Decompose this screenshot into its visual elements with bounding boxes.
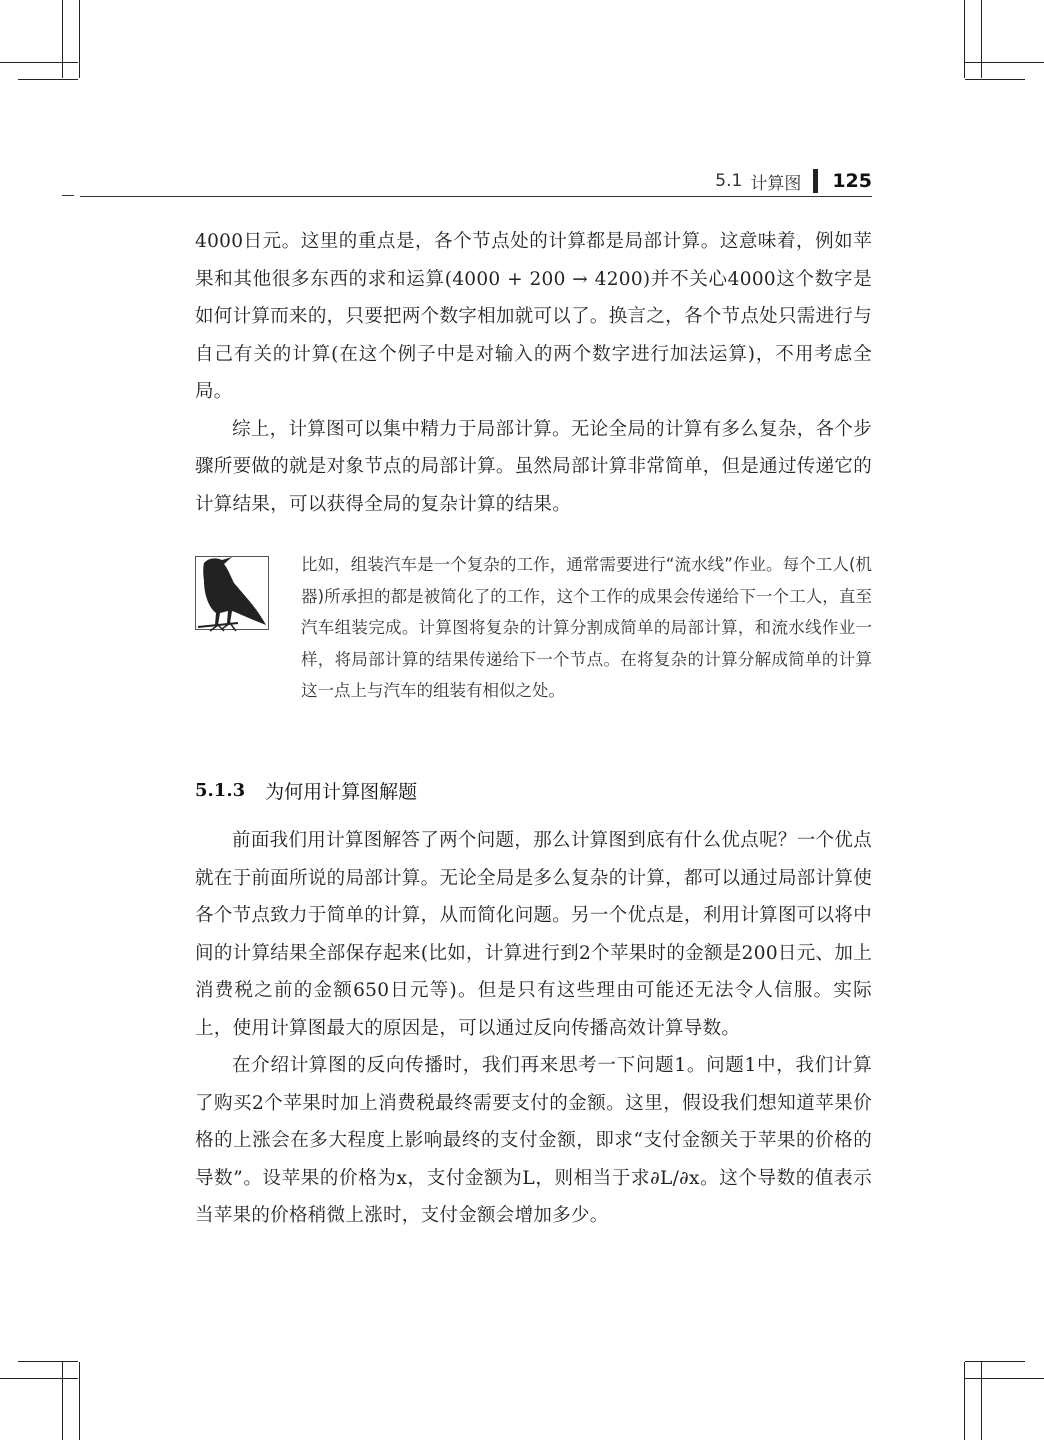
- running-head-section-title: 计算图: [750, 173, 802, 194]
- crop-mark: [18, 79, 78, 80]
- crop-mark: [965, 62, 1044, 63]
- crop-mark: [18, 1361, 78, 1362]
- paragraph: 4000日元。这里的重点是，各个节点处的计算都是局部计算。这意味着，例如苹果和其他很多东西的求和运算(4000 + 200 → 4200)并不关心4000这个数字是如何计算而来的，只要把两个数字相加就可以了。换言之，各个节点处只需进行与自己有关的计算(在这个例子中是对输入的两个数字进行加法运算)，不用考虑全局。: [195, 231, 872, 402]
- paragraph: 综上，计算图可以集中精力于局部计算。无论全局的计算有多么复杂，各个步骤所要做的就是对象节点的局部计算。虽然局部计算非常简单，但是通过传递它的计算结果，可以获得全局的复杂计算的结果。: [195, 418, 872, 515]
- body-text-top: [195, 223, 872, 523]
- section-number: 5.1.3: [195, 779, 246, 801]
- note-text: 比如，组装汽车是一个复杂的工作，通常需要进行“流水线”作业。每个工人(机器)所承担的都是被简化了的工作，这个工作的成果会传递给下一个工人，直至汽车组装完成。计算图将复杂的计算分割成简单的局部计算，和流水线作业一样，将局部计算的结果传递给下一个节点。在将复杂的计算分解成简单的计算这一点上与汽车的组装有相似之处。: [301, 555, 872, 700]
- header-rule-tick: [62, 195, 74, 196]
- note-box: [195, 549, 872, 749]
- crop-mark: [964, 1362, 965, 1440]
- running-head-bar: [813, 169, 818, 193]
- crop-mark: [62, 0, 63, 78]
- running-head-section-number: 5.1: [715, 171, 743, 191]
- body-text-bottom: [195, 822, 872, 1235]
- bird-icon: [195, 556, 269, 630]
- crop-mark: [981, 1362, 982, 1440]
- crop-mark: [965, 1378, 1044, 1379]
- crop-mark: [0, 1378, 78, 1379]
- crop-mark: [965, 79, 1025, 80]
- running-head-text: [715, 168, 872, 194]
- running-head: [80, 166, 872, 197]
- crop-mark: [981, 0, 982, 78]
- paragraph: 前面我们用计算图解答了两个问题，那么计算图到底有什么优点呢？一个优点就在于前面所说的局部计算。无论全局是多么复杂的计算，都可以通过局部计算使各个节点致力于简单的计算，从而简化问题。另一个优点是，利用计算图可以将中间的计算结果全部保存起来(比如，计算进行到2个苹果时的金额是200日元、加上消费税之前的金额650日元等)。但是只有这些理由可能还无法令人信服。实际上，使用计算图最大的原因是，可以通过反向传播高效计算导数。: [195, 830, 872, 1039]
- crop-mark: [964, 0, 965, 78]
- section-heading: [195, 774, 417, 806]
- paragraph: 在介绍计算图的反向传播时，我们再来思考一下问题1。问题1中，我们计算了购买2个苹果时加上消费税最终需要支付的金额。这里，假设我们想知道苹果价格的上涨会在多大程度上影响最终的支付金额，即求“支付金额关于苹果的价格的导数”。设苹果的价格为x，支付金额为L，则相当于求∂L/∂x。这个导数的值表示当苹果的价格稍微上涨时，支付金额会增加多少。: [195, 1055, 872, 1226]
- crop-mark: [79, 0, 80, 78]
- section-title: 为何用计算图解题: [265, 780, 418, 803]
- crop-mark: [62, 1362, 63, 1440]
- crop-mark: [79, 1362, 80, 1440]
- page-number: 125: [832, 170, 872, 192]
- crop-mark: [0, 62, 78, 63]
- crop-mark: [965, 1361, 1025, 1362]
